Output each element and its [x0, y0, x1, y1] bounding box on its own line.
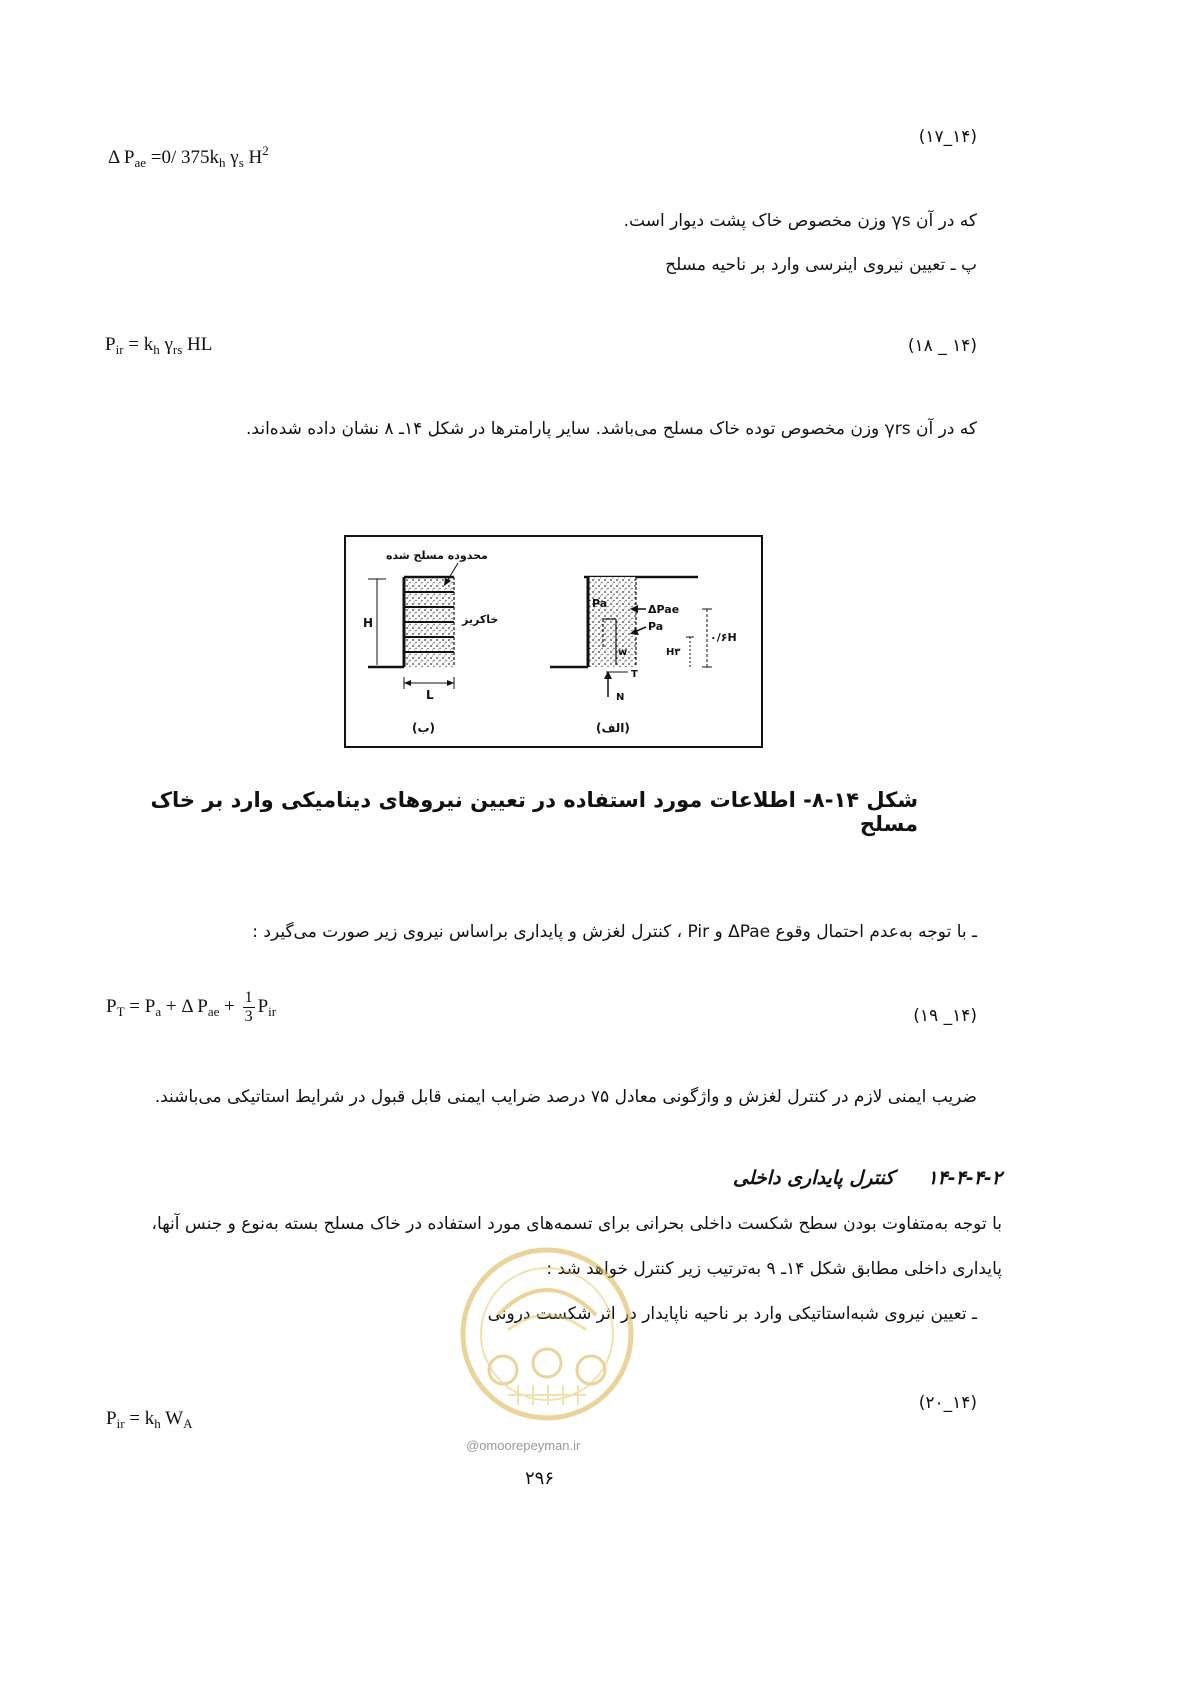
- watermark-seal-icon: [458, 1245, 636, 1423]
- label-delta-Pae: ΔPae: [648, 603, 680, 616]
- paragraph-internal-stability: پایداری داخلی مطابق شکل ۱۴ـ ۹ به‌ترتیب زیر کنترل خواهد شد :: [546, 1259, 1002, 1279]
- equation-19: $P_T = P_a + \Delta$ $P_{ae}$ + $\frac{1}{3}$ $P_{ir}$: [106, 989, 277, 1025]
- equation-number-19: (۱۹ _۱۴): [913, 1006, 977, 1026]
- paragraph-gamma-s: که در آن γs وزن مخصوص خاک پشت دیوار است.: [623, 211, 977, 231]
- label-0-6H: ۰/۶H: [710, 631, 737, 644]
- label-H3: H۳: [666, 647, 681, 658]
- label-L: L: [426, 688, 434, 702]
- label-w: w: [618, 647, 628, 658]
- paragraph-inertia-heading: پ ـ تعیین نیروی اینرسی وارد بر ناحیه مسلح: [665, 255, 977, 275]
- fraction-one-third: $\frac{1}{3}$: [244, 989, 253, 1025]
- section-heading: [502, 1167, 1002, 1189]
- label-backfill: خاکریز: [462, 613, 499, 626]
- paragraph-internal-failure: با توجه به‌متفاوت بودن سطح شکست داخلی بحرانی برای تسمه‌های مورد استفاده در خاک مسلح بسته به‌نوع و جنس آنها،: [151, 1214, 1002, 1234]
- paragraph-stability-control: ـ با توجه به‌عدم احتمال وقوع ΔPae و Pir ، کنترل لغزش و پایداری براساس نیروی زیر صورت می‌گیرد :: [252, 922, 977, 942]
- equation-17: Δ $P_{ae} =0/$ $375k_h$ $\gamma_s$ $H^2$: [108, 143, 269, 170]
- at-icon: @: [466, 1438, 480, 1453]
- watermark-url: @omoorepeyman.ir: [466, 1438, 581, 1453]
- diagram-be: [363, 549, 498, 735]
- label-be: (ب): [412, 721, 436, 735]
- paragraph-pseudo-static: ـ تعیین نیروی شبه‌استاتیکی وارد بر ناحیه ناپایدار در اثر شکست درونی: [487, 1304, 977, 1324]
- equation-number-17: (۱۷_۱۴): [918, 127, 977, 147]
- diagram-alef: [550, 577, 737, 735]
- equation-number-20: (۲۰_۱۴): [918, 1393, 977, 1413]
- figure-box: [344, 535, 763, 748]
- section-title: کنترل پایداری داخلی: [732, 1167, 895, 1189]
- label-reinforced-zone: محدوده مسلح شده: [386, 549, 488, 562]
- page-number: ۲۹۶: [525, 1468, 555, 1489]
- figure-diagram: [346, 537, 761, 746]
- watermark-logo: [458, 1245, 636, 1423]
- label-H: H: [363, 616, 374, 630]
- equation-20: $P_{ir} = k_h$ $W_A$: [106, 1408, 193, 1431]
- figure-caption: شکل ۱۴-۸- اطلاعات مورد استفاده در تعیین نیروهای دینامیکی وارد بر خاک مسلح: [150, 788, 918, 836]
- section-number: ۱۴-۴-۴-۲: [927, 1167, 1002, 1189]
- equation-number-18: (۱۸ _ ۱۴): [907, 336, 977, 356]
- equation-18: $P_{ir} = k_h$ $\gamma_{rs}$ HL: [105, 334, 213, 357]
- label-Pa-left: Pa: [592, 597, 608, 610]
- paragraph-gamma-rs: که در آن γrs وزن مخصوص توده خاک مسلح می‌باشد. سایر پارامترها در شکل ۱۴ـ ۸ نشان داده شده‌اند.: [246, 419, 977, 439]
- label-T: T: [631, 669, 638, 680]
- label-N: N: [616, 692, 625, 703]
- paragraph-safety-factor: ضریب ایمنی لازم در کنترل لغزش و واژگونی معادل ۷۵ درصد ضرایب ایمنی قابل قبول در شرایط استاتیکی می‌باشند.: [154, 1087, 977, 1107]
- label-alef: (الف): [596, 721, 630, 735]
- label-Pa-right: Pa: [648, 620, 664, 633]
